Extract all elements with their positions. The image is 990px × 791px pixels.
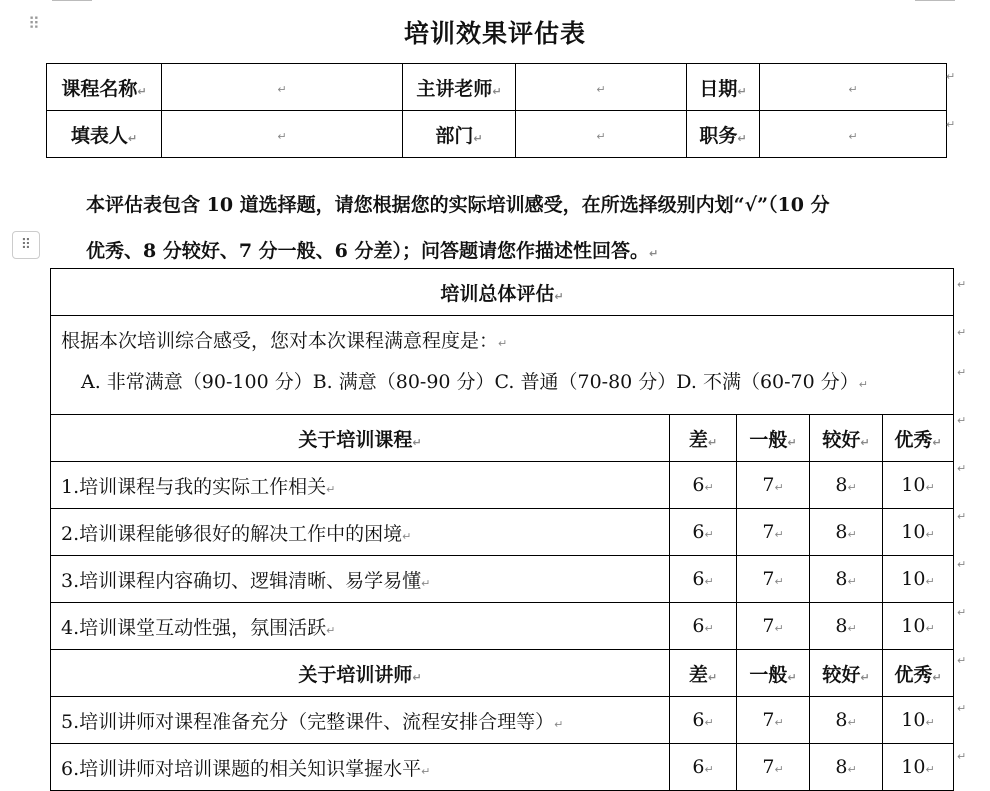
level-poor: 差↵: [670, 650, 737, 697]
filler-field[interactable]: ↵: [162, 111, 403, 158]
section-title-course: 关于培训课程↵: [51, 415, 670, 462]
score-10-cell[interactable]: 10↵: [883, 556, 954, 603]
teacher-field[interactable]: ↵: [516, 64, 687, 111]
table-row: [51, 462, 954, 509]
score-6-cell[interactable]: 6↵: [670, 509, 737, 556]
info-table: [46, 63, 947, 158]
instructions: [86, 182, 936, 277]
score-7-cell[interactable]: 7↵: [737, 744, 810, 791]
score-10-cell[interactable]: 10↵: [883, 744, 954, 791]
score-7-cell[interactable]: 7↵: [737, 556, 810, 603]
table-row: [51, 697, 954, 744]
score-6-cell[interactable]: 6↵: [670, 697, 737, 744]
score-8-cell[interactable]: 8↵: [810, 603, 883, 650]
table-move-handle-icon[interactable]: ⠿: [28, 14, 40, 33]
score-8-cell[interactable]: 8↵: [810, 509, 883, 556]
score-6-cell[interactable]: 6↵: [670, 744, 737, 791]
date-field[interactable]: ↵: [760, 64, 947, 111]
table-row: [51, 603, 954, 650]
department-label: 部门↵: [403, 111, 516, 158]
level-fair: 一般↵: [737, 415, 810, 462]
score-7-cell[interactable]: 7↵: [737, 697, 810, 744]
instructions-line-2: 优秀、8 分较好、7 分一般、6 分差）；问答题请您作描述性回答。↵: [86, 240, 659, 262]
score-7-cell[interactable]: 7↵: [737, 509, 810, 556]
level-poor: 差↵: [670, 415, 737, 462]
score-8-cell[interactable]: 8↵: [810, 744, 883, 791]
table-row: [51, 556, 954, 603]
overall-evaluation-title: 培训总体评估↵: [51, 269, 954, 316]
question-1: 1.培训课程与我的实际工作相关↵: [51, 462, 670, 509]
section-title-trainer: 关于培训讲师↵: [51, 650, 670, 697]
course-name-label: 课程名称↵: [47, 64, 162, 111]
score-8-cell[interactable]: 8↵: [810, 556, 883, 603]
score-6-cell[interactable]: 6↵: [670, 462, 737, 509]
page-corner-left: [52, 0, 92, 1]
instructions-line-1: 本评估表包含 10 道选择题，请您根据您的实际培训感受，在所选择级别内划“√”（10 分: [86, 194, 830, 216]
question-2: 2.培训课程能够很好的解决工作中的困境↵: [51, 509, 670, 556]
score-7-cell[interactable]: 7↵: [737, 462, 810, 509]
table-row: [51, 744, 954, 791]
course-name-field[interactable]: ↵: [162, 64, 403, 111]
document-title: 培训效果评估表: [403, 19, 586, 48]
score-6-cell[interactable]: 6↵: [670, 556, 737, 603]
paragraph-handle-icon[interactable]: ⠿: [12, 231, 40, 259]
level-fair: 一般↵: [737, 650, 810, 697]
score-10-cell[interactable]: 10↵: [883, 697, 954, 744]
position-field[interactable]: ↵: [760, 111, 947, 158]
question-6: 6.培训讲师对培训课题的相关知识掌握水平↵: [51, 744, 670, 791]
score-10-cell[interactable]: 10↵: [883, 603, 954, 650]
level-good: 较好↵: [810, 415, 883, 462]
level-excellent: 优秀↵: [883, 650, 954, 697]
score-8-cell[interactable]: 8↵: [810, 697, 883, 744]
position-label: 职务↵: [687, 111, 760, 158]
teacher-label: 主讲老师↵: [403, 64, 516, 111]
score-10-cell[interactable]: 10↵: [883, 509, 954, 556]
score-7-cell[interactable]: 7↵: [737, 603, 810, 650]
satisfaction-options: A. 非常满意（90-100 分）B. 满意（80-90 分）C. 普通（70-80 分）D. 不满（60-70 分）↵: [81, 371, 868, 393]
score-10-cell[interactable]: 10↵: [883, 462, 954, 509]
table-row: [51, 509, 954, 556]
question-5: 5.培训讲师对课程准备充分（完整课件、流程安排合理等）↵: [51, 697, 670, 744]
date-label: 日期↵: [687, 64, 760, 111]
score-8-cell[interactable]: 8↵: [810, 462, 883, 509]
department-field[interactable]: ↵: [516, 111, 687, 158]
level-good: 较好↵: [810, 650, 883, 697]
question-3: 3.培训课程内容确切、逻辑清晰、易学易懂↵: [51, 556, 670, 603]
question-4: 4.培训课堂互动性强，氛围活跃↵: [51, 603, 670, 650]
satisfaction-question-text: 根据本次培训综合感受，您对本次课程满意程度是：↵: [61, 330, 508, 352]
evaluation-table: [50, 268, 954, 791]
satisfaction-question[interactable]: [51, 316, 954, 415]
score-6-cell[interactable]: 6↵: [670, 603, 737, 650]
level-excellent: 优秀↵: [883, 415, 954, 462]
filler-label: 填表人↵: [47, 111, 162, 158]
page-corner-right: [915, 0, 955, 1]
